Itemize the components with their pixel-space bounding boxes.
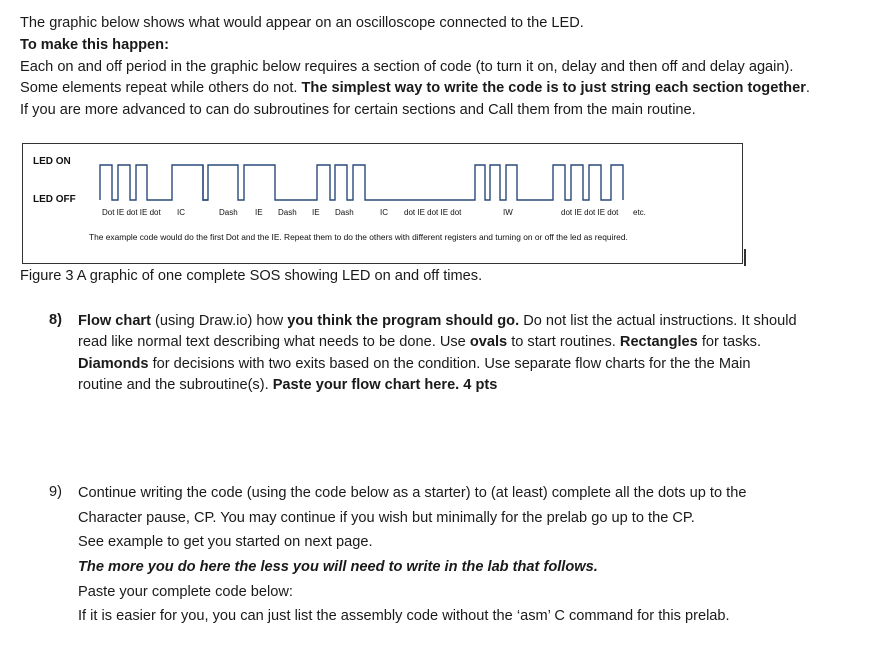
q9-line-3: See example to get you started on next page. <box>78 534 373 550</box>
segment-label: Dot IE dot IE dot <box>102 208 161 217</box>
intro-heading: To make this happen: <box>20 37 169 53</box>
segment-label: dot IE dot IE dot <box>404 208 462 217</box>
intro-line-1: The graphic below shows what would appear on an oscilloscope connected to the LED. <box>20 15 584 31</box>
led-on-label: LED ON <box>33 156 71 167</box>
led-off-label: LED OFF <box>33 194 76 205</box>
segment-label: IC <box>177 208 185 217</box>
q8-line-2: read like normal text describing what needs to be done. Use ovals to start routines. Rectangles for tasks. <box>78 334 762 350</box>
segment-label: Dash <box>335 208 354 217</box>
q8-line-3: Diamonds for decisions with two exits based on the condition. Use separate flow charts for the the Main <box>78 356 751 372</box>
q8-line-1: Flow chart (using Draw.io) how you think the program should go. Do not list the actual instructions. It should <box>78 313 797 329</box>
waveform-trace-2 <box>523 165 623 200</box>
intro-line-5: If you are more advanced to can do subroutines for certain sections and Call them from the main routine. <box>20 102 696 118</box>
segment-label: IE <box>312 208 320 217</box>
q9-line-5: Paste your complete code below: <box>78 584 293 600</box>
q8-line-4: routine and the subroutine(s). Paste your flow chart here. 4 pts <box>78 377 498 393</box>
figure-caption: Figure 3 A graphic of one complete SOS showing LED on and off times. <box>20 268 483 284</box>
segment-label: IE <box>255 208 263 217</box>
segment-label: dot IE dot IE dot <box>561 208 619 217</box>
q8-number: 8) <box>49 312 62 328</box>
q9-line-1: Continue writing the code (using the code below as a starter) to (at least) complete all the dots up to the <box>78 485 747 501</box>
intro-line-3: Each on and off period in the graphic below requires a section of code (to turn it on, delay and then off and delay again). <box>20 59 794 75</box>
segment-label: Dash <box>278 208 297 217</box>
segment-label: etc. <box>633 208 646 217</box>
q9-number: 9) <box>49 484 62 500</box>
intro-line-4: Some elements repeat while others do not. The simplest way to write the code is to just string each section together. <box>20 80 810 96</box>
segment-label: IC <box>380 208 388 217</box>
q9-line-4: The more you do here the less you will need to write in the lab that follows. <box>78 559 598 575</box>
segment-label: IW <box>503 208 513 217</box>
q9-line-6: If it is easier for you, you can just list the assembly code without the ‘asm’ C command for this prelab. <box>78 608 730 624</box>
segment-label: Dash <box>219 208 238 217</box>
q9-line-2: Character pause, CP. You may continue if you wish but minimally for the prelab go up to the CP. <box>78 510 695 526</box>
waveform-trace-3 <box>203 165 208 200</box>
figure-note: The example code would do the first Dot and the IE. Repeat them to do the others with different registers and turning on or off the led as required. <box>89 232 628 242</box>
waveform-trace-1 <box>100 165 523 200</box>
